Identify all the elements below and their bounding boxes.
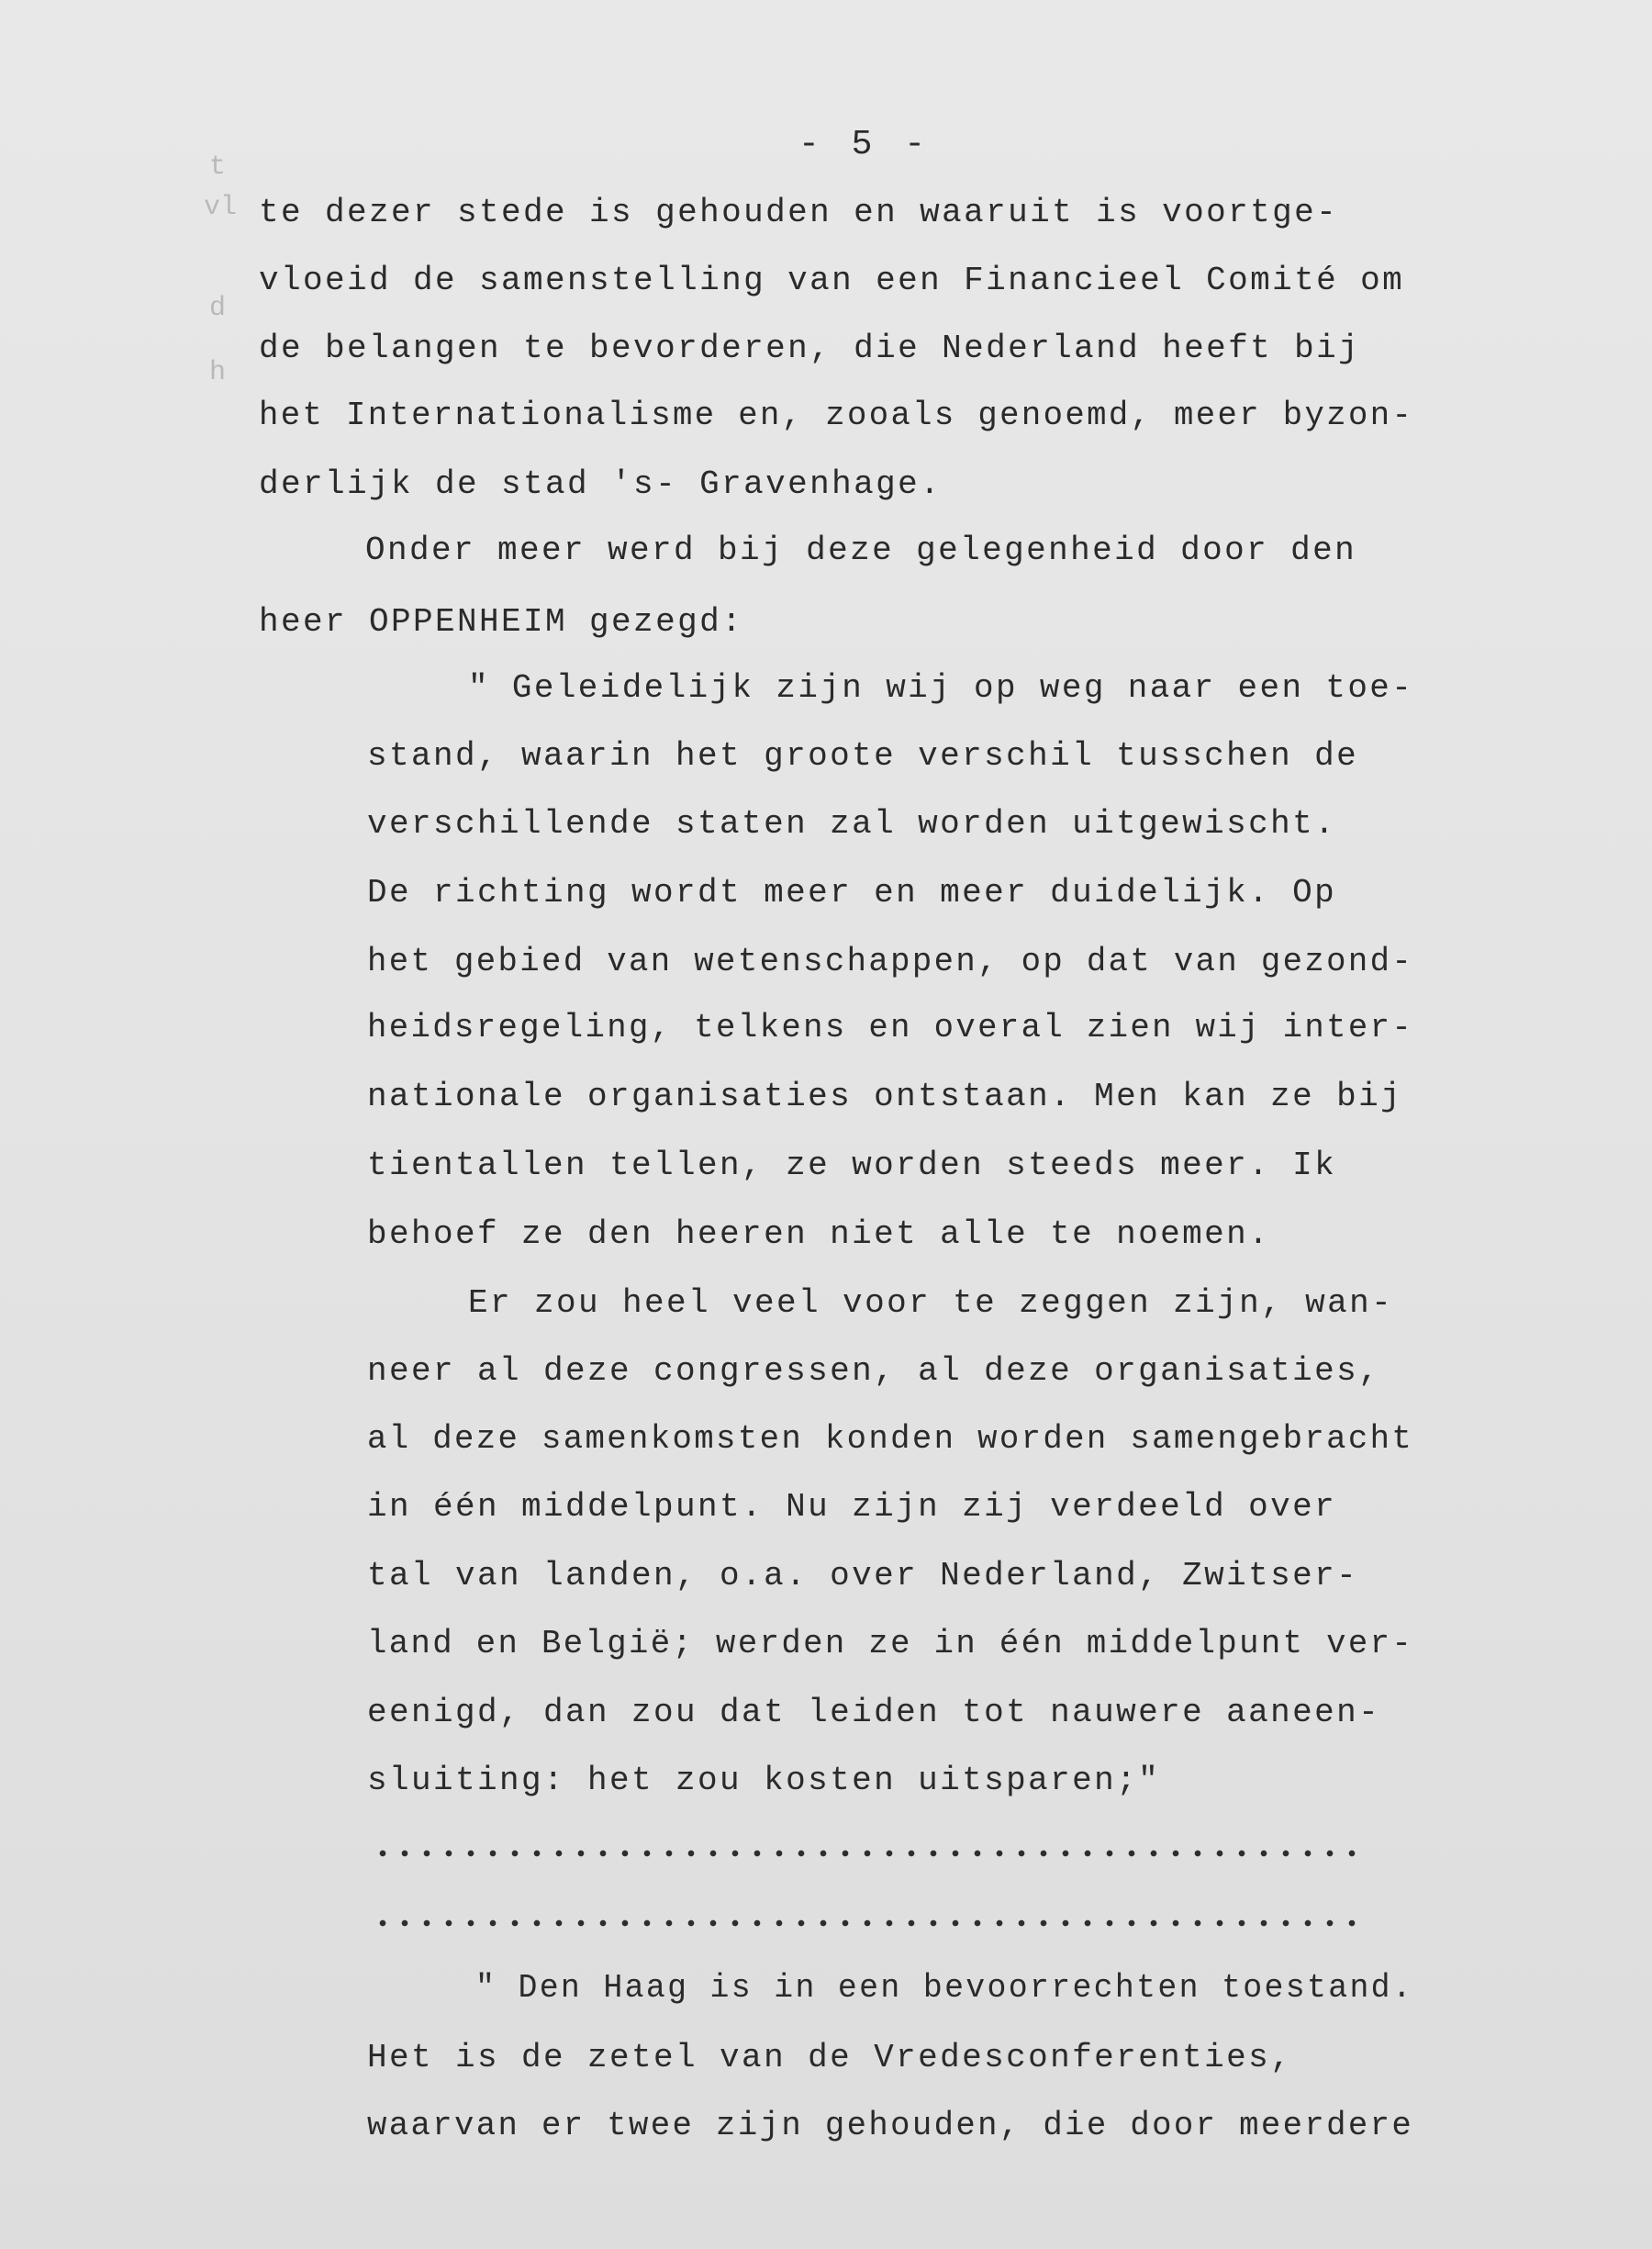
quote-line: het gebied van wetenschappen, op dat van gezond- xyxy=(367,943,1414,980)
text-line: vloeid de samenstelling van een Financieel Comité om xyxy=(259,262,1405,299)
quote-line: stand, waarin het groote verschil tusschen de xyxy=(367,737,1359,775)
quote-line: al deze samenkomsten konden worden samengebracht xyxy=(367,1420,1414,1458)
margin-ghost-2: vl xyxy=(204,192,238,223)
text-line: derlijk de stad 's- Gravenhage. xyxy=(259,465,943,503)
text-line: de belangen te bevorderen, die Nederland heeft bij xyxy=(259,330,1361,367)
quote-line: tientallen tellen, ze worden steeds meer. Ik xyxy=(367,1147,1337,1184)
quote-line: De richting wordt meer en meer duidelijk. Op xyxy=(367,874,1337,912)
text-line: Onder meer werd bij deze gelegenheid door den xyxy=(365,531,1357,569)
quote-line: neer al deze congressen, al deze organisaties, xyxy=(367,1352,1381,1390)
margin-ghost-4: h xyxy=(209,357,227,388)
text-line: heer OPPENHEIM gezegd: xyxy=(259,603,744,641)
dotted-separator xyxy=(372,1917,1363,1930)
text-line: het Internationalisme en, zooals genoemd, meer byzon- xyxy=(259,397,1414,434)
quote-line: in één middelpunt. Nu zijn zij verdeeld over xyxy=(367,1488,1337,1526)
quote-line: " Geleidelijk zijn wij op weg naar een toe- xyxy=(468,669,1414,707)
quote-line: Er zou heel veel voor te zeggen zijn, wan- xyxy=(468,1284,1394,1322)
quote-line: tal van landen, o.a. over Nederland, Zwitser- xyxy=(367,1557,1359,1594)
quote-line: eenigd, dan zou dat leiden tot nauwere aaneen- xyxy=(367,1694,1381,1731)
quote-line: waarvan er twee zijn gehouden, die door meerdere xyxy=(367,2107,1414,2144)
text-line: te dezer stede is gehouden en waaruit is voortge- xyxy=(259,194,1339,231)
quote-line: land en België; werden ze in één middelpunt ver- xyxy=(367,1625,1414,1662)
quote-line: Het is de zetel van de Vredesconferenties, xyxy=(367,2039,1293,2076)
quote-line: nationale organisaties ontstaan. Men kan ze bij xyxy=(367,1078,1403,1115)
quote-line: " Den Haag is in een bevoorrechten toestand. xyxy=(475,1969,1414,2007)
page-number: - 5 - xyxy=(798,125,932,164)
margin-ghost-1: t xyxy=(209,151,227,183)
margin-ghost-3: d xyxy=(209,293,227,324)
quote-line: verschillende staten zal worden uitgewischt. xyxy=(367,805,1337,843)
quote-line: heidsregeling, telkens en overal zien wij inter- xyxy=(367,1009,1414,1046)
dotted-separator xyxy=(372,1847,1363,1860)
quote-line: sluiting: het zou kosten uitsparen;" xyxy=(367,1762,1161,1799)
quote-line: behoef ze den heeren niet alle te noemen. xyxy=(367,1215,1271,1253)
